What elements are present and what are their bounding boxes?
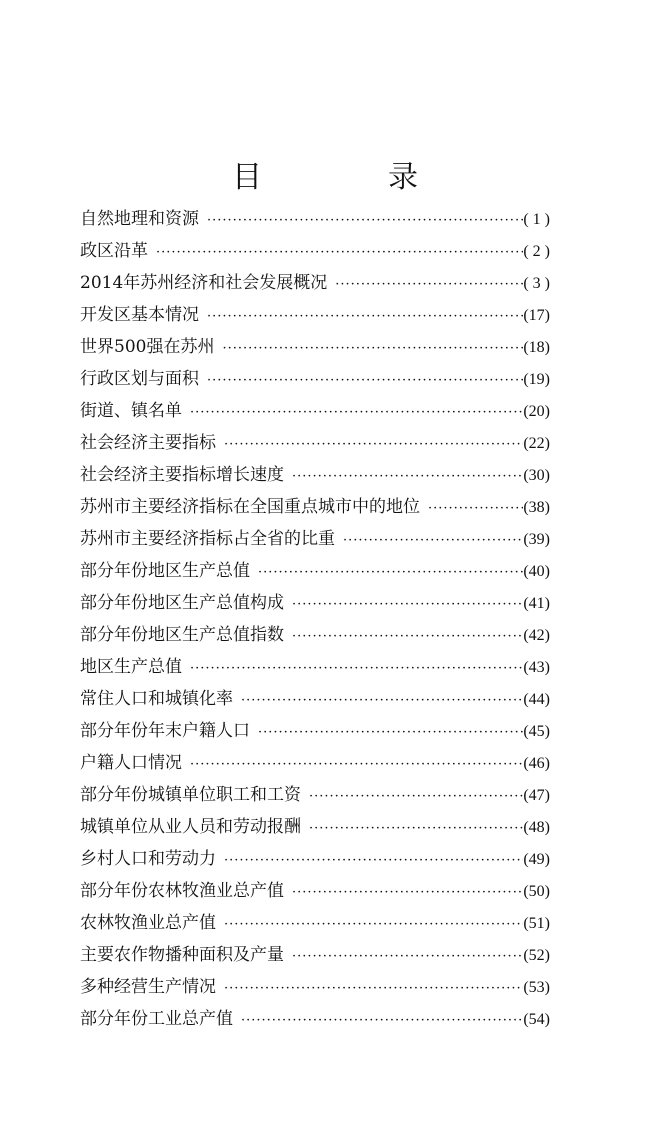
toc-entry-page-number: ( 3 ) bbox=[523, 275, 550, 292]
toc-entry-title: 部分年份城镇单位职工和工资 bbox=[80, 785, 301, 805]
toc-entry-page-number: (53) bbox=[523, 979, 550, 996]
toc-entry[interactable] bbox=[80, 747, 550, 779]
dot-leader bbox=[258, 717, 523, 749]
toc-entry-title: 开发区基本情况 bbox=[80, 305, 199, 325]
toc-entry[interactable] bbox=[80, 907, 550, 939]
toc-entry-title: 部分年份地区生产总值构成 bbox=[80, 593, 284, 613]
toc-entry[interactable] bbox=[80, 331, 550, 363]
toc-entry[interactable] bbox=[80, 203, 550, 235]
dot-leader bbox=[207, 301, 523, 333]
dot-leader bbox=[207, 365, 523, 397]
dot-leader bbox=[241, 685, 523, 717]
dot-leader bbox=[309, 781, 523, 813]
toc-entry-page-number: (38) bbox=[523, 499, 550, 516]
toc-entry-page-number: (50) bbox=[523, 883, 550, 900]
toc-entry-page-number: (39) bbox=[523, 531, 550, 548]
toc-entry[interactable] bbox=[80, 811, 550, 843]
toc-entry-page-number: (47) bbox=[523, 787, 550, 804]
toc-entry[interactable] bbox=[80, 971, 550, 1003]
dot-leader bbox=[224, 845, 523, 877]
dot-leader bbox=[292, 589, 523, 621]
toc-entry-page-number: (41) bbox=[523, 595, 550, 612]
page-title: 目 录 bbox=[232, 160, 466, 196]
dot-leader bbox=[224, 909, 523, 941]
toc-entry-title: 乡村人口和劳动力 bbox=[80, 849, 216, 869]
toc-entry[interactable] bbox=[80, 875, 550, 907]
toc-entry-title: 户籍人口情况 bbox=[80, 753, 182, 773]
toc-entry[interactable] bbox=[80, 683, 550, 715]
toc-entry-page-number: (30) bbox=[523, 467, 550, 484]
dot-leader bbox=[241, 1005, 523, 1037]
toc-entry[interactable] bbox=[80, 843, 550, 875]
dot-leader bbox=[224, 973, 523, 1005]
toc-entry-page-number: (19) bbox=[523, 371, 550, 388]
dot-leader bbox=[309, 813, 523, 845]
dot-leader bbox=[292, 461, 523, 493]
toc-entry[interactable] bbox=[80, 395, 550, 427]
dot-leader bbox=[292, 877, 523, 909]
dot-leader bbox=[335, 269, 523, 301]
dot-leader bbox=[292, 941, 523, 973]
toc-entry-page-number: ( 1 ) bbox=[523, 211, 550, 228]
toc-entry-page-number: (48) bbox=[523, 819, 550, 836]
toc-entry[interactable] bbox=[80, 715, 550, 747]
dot-leader bbox=[258, 557, 523, 589]
dot-leader bbox=[222, 333, 523, 365]
toc-entry[interactable] bbox=[80, 363, 550, 395]
toc-entry[interactable] bbox=[80, 491, 550, 523]
toc-entry-title: 行政区划与面积 bbox=[80, 369, 199, 389]
toc-entry-title: 部分年份地区生产总值 bbox=[80, 561, 250, 581]
dot-leader bbox=[207, 205, 523, 237]
toc-entry-page-number: (17) bbox=[523, 307, 550, 324]
toc-entry[interactable] bbox=[80, 651, 550, 683]
toc-entry-title: 常住人口和城镇化率 bbox=[80, 689, 233, 709]
toc-entry[interactable] bbox=[80, 235, 550, 267]
toc-entry-page-number: (18) bbox=[523, 339, 550, 356]
toc-entry-page-number: (45) bbox=[523, 723, 550, 740]
toc-entry-title: 主要农作物播种面积及产量 bbox=[80, 945, 284, 965]
toc-entry-page-number: (22) bbox=[523, 435, 550, 452]
toc-entry-page-number: (46) bbox=[523, 755, 550, 772]
toc-entry[interactable] bbox=[80, 555, 550, 587]
toc-entry-page-number: (42) bbox=[523, 627, 550, 644]
dot-leader bbox=[190, 653, 523, 685]
toc-entry[interactable] bbox=[80, 1003, 550, 1035]
toc-entry-title: 2014年苏州经济和社会发展概况 bbox=[80, 273, 328, 293]
toc-entry[interactable] bbox=[80, 939, 550, 971]
dot-leader bbox=[224, 429, 523, 461]
table-of-contents bbox=[80, 203, 550, 1035]
toc-entry[interactable] bbox=[80, 619, 550, 651]
toc-entry-title: 城镇单位从业人员和劳动报酬 bbox=[80, 817, 301, 837]
toc-entry-page-number: (20) bbox=[523, 403, 550, 420]
toc-entry[interactable] bbox=[80, 427, 550, 459]
toc-entry-title: 部分年份工业总产值 bbox=[80, 1009, 233, 1029]
toc-entry-page-number: (51) bbox=[523, 915, 550, 932]
dot-leader bbox=[190, 749, 523, 781]
toc-entry-page-number: (49) bbox=[523, 851, 550, 868]
toc-entry-page-number: (52) bbox=[523, 947, 550, 964]
toc-entry-title: 苏州市主要经济指标占全省的比重 bbox=[80, 529, 335, 549]
toc-entry-title: 多种经营生产情况 bbox=[80, 977, 216, 997]
toc-entry-title: 部分年份农林牧渔业总产值 bbox=[80, 881, 284, 901]
dot-leader bbox=[190, 397, 523, 429]
toc-entry[interactable] bbox=[80, 299, 550, 331]
toc-entry-title: 农林牧渔业总产值 bbox=[80, 913, 216, 933]
toc-entry-title: 部分年份年末户籍人口 bbox=[80, 721, 250, 741]
toc-entry[interactable] bbox=[80, 459, 550, 491]
toc-entry-title: 自然地理和资源 bbox=[80, 209, 199, 229]
toc-entry-page-number: ( 2 ) bbox=[523, 243, 550, 260]
toc-entry-title: 苏州市主要经济指标在全国重点城市中的地位 bbox=[80, 497, 420, 517]
dot-leader bbox=[343, 525, 523, 557]
toc-entry-title: 世界500强在苏州 bbox=[80, 337, 215, 357]
toc-entry-page-number: (54) bbox=[523, 1011, 550, 1028]
toc-entry[interactable] bbox=[80, 523, 550, 555]
toc-entry-title: 社会经济主要指标 bbox=[80, 433, 216, 453]
toc-entry-title: 政区沿革 bbox=[80, 241, 148, 261]
toc-entry-title: 地区生产总值 bbox=[80, 657, 182, 677]
toc-entry-page-number: (44) bbox=[523, 691, 550, 708]
dot-leader bbox=[156, 237, 523, 269]
dot-leader bbox=[292, 621, 523, 653]
toc-entry-title: 社会经济主要指标增长速度 bbox=[80, 465, 284, 485]
toc-entry[interactable] bbox=[80, 267, 550, 299]
toc-entry[interactable] bbox=[80, 779, 550, 811]
toc-entry-title: 部分年份地区生产总值指数 bbox=[80, 625, 284, 645]
toc-entry[interactable] bbox=[80, 587, 550, 619]
toc-entry-title: 街道、镇名单 bbox=[80, 401, 182, 421]
toc-entry-page-number: (40) bbox=[523, 563, 550, 580]
toc-entry-page-number: (43) bbox=[523, 659, 550, 676]
dot-leader bbox=[428, 493, 523, 525]
